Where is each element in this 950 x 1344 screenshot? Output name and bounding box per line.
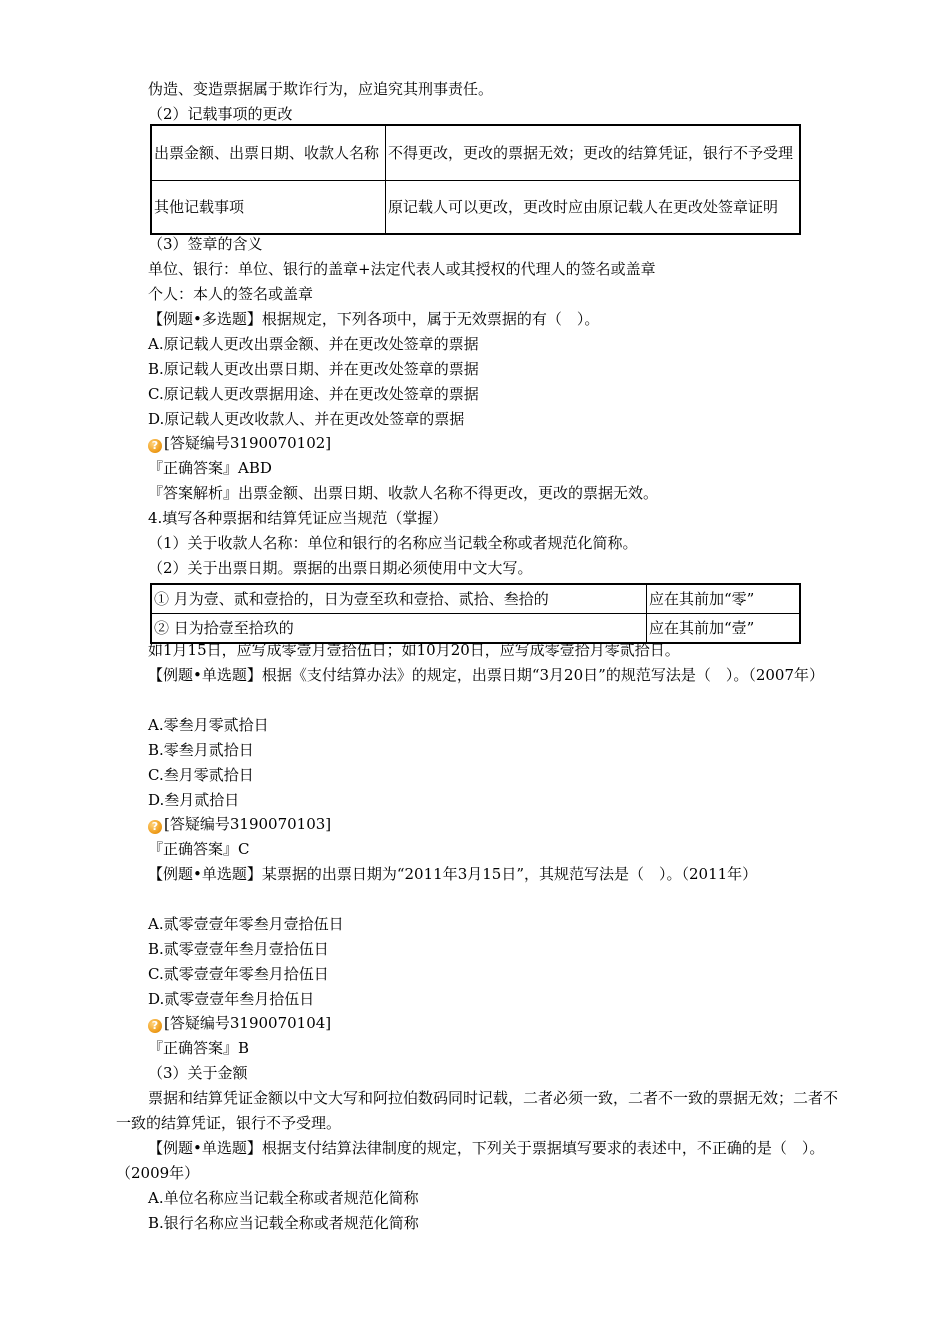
option-c: C.贰零壹壹年零叁月拾伍日 xyxy=(148,965,329,983)
text-line: 个人：本人的签名或盖章 xyxy=(148,285,314,303)
option-b: B.贰零壹壹年叁月壹拾伍日 xyxy=(148,940,329,958)
option-a: A.贰零壹壹年零叁月壹拾伍日 xyxy=(148,915,344,933)
text-line: （2）关于出票日期。票据的出票日期必须使用中文大写。 xyxy=(148,559,533,577)
option-a: A.零叁月零贰拾日 xyxy=(148,716,269,734)
option-a: A.原记载人更改出票金额、并在更改处签章的票据 xyxy=(148,335,479,353)
table-cell: 其他记载事项 xyxy=(151,181,386,235)
table-cell: 应在其前加“壹” xyxy=(647,614,801,644)
section-heading: （2）记载事项的更改 xyxy=(148,105,293,123)
text-line: 伪造、变造票据属于欺诈行为，应追究其刑事责任。 xyxy=(148,80,494,98)
question-stem: 【例题•单选题】根据支付结算法律制度的规定，下列关于票据填写要求的表述中，不正确的是（ ）。（2009年） xyxy=(116,1139,825,1182)
answer-ref-label: [答疑编号3190070104] xyxy=(164,1014,332,1032)
answer-ref-label: [答疑编号3190070102] xyxy=(164,434,332,452)
question-stem: 【例题•单选题】某票据的出票日期为“2011年3月15日”，其规范写法是（ ）。（2011年） xyxy=(148,865,758,883)
text-line: （1）关于收款人名称：单位和银行的名称应当记载全称或者规范化简称。 xyxy=(148,534,638,552)
option-b: B.零叁月贰拾日 xyxy=(148,741,254,759)
answer-ref[interactable] xyxy=(148,433,838,453)
table-row xyxy=(151,614,800,644)
table-row xyxy=(151,125,800,181)
option-a: A.单位名称应当记载全称或者规范化简称 xyxy=(148,1189,419,1207)
question-mark-icon: ? xyxy=(148,820,162,834)
date-rules-table xyxy=(150,583,801,644)
section-heading: （3）签章的含义 xyxy=(148,235,263,253)
question-mark-icon: ? xyxy=(148,1019,162,1033)
answer-ref[interactable] xyxy=(148,814,838,834)
table-cell: 不得更改，更改的票据无效；更改的结算凭证，银行不予受理 xyxy=(386,125,801,181)
option-d: D.原记载人更改收款人、并在更改处签章的票据 xyxy=(148,410,465,428)
paragraph: 票据和结算凭证金额以中文大写和阿拉伯数码同时记载，二者必须一致，二者不一致的票据无效；二者不一致的结算凭证，银行不予受理。 xyxy=(116,1089,839,1132)
correct-answer: 『正确答案』C xyxy=(148,840,250,858)
section-heading: 4.填写各种票据和结算凭证应当规范（掌握） xyxy=(148,509,448,527)
answer-ref[interactable] xyxy=(148,1013,838,1033)
change-rules-table xyxy=(150,124,801,235)
text-line: 如1月15日，应写成零壹月壹拾伍日；如10月20日，应写成零壹拾月零贰拾日。 xyxy=(148,641,680,659)
table-cell: ② 日为拾壹至拾玖的 xyxy=(151,614,647,644)
option-b: B.原记载人更改出票日期、并在更改处签章的票据 xyxy=(148,360,479,378)
question-stem: 【例题•单选题】根据《支付结算办法》的规定，出票日期“3月20日”的规范写法是（ ）。（2007年） xyxy=(148,666,824,684)
option-b: B.银行名称应当记载全称或者规范化简称 xyxy=(148,1214,419,1232)
question-stem: 【例题•多选题】根据规定，下列各项中，属于无效票据的有（ ）。 xyxy=(148,310,600,328)
correct-answer: 『正确答案』B xyxy=(148,1039,250,1057)
answer-ref-label: [答疑编号3190070103] xyxy=(164,815,332,833)
table-cell: 应在其前加“零” xyxy=(647,584,801,614)
text-line: 单位、银行：单位、银行的盖章+法定代表人或其授权的代理人的签名或盖章 xyxy=(148,260,656,278)
table-row xyxy=(151,181,800,235)
table-row xyxy=(151,584,800,614)
option-d: D.贰零壹壹年叁月拾伍日 xyxy=(148,990,315,1008)
table-cell: ① 月为壹、贰和壹拾的，日为壹至玖和壹拾、贰拾、叁拾的 xyxy=(151,584,647,614)
table-cell: 原记载人可以更改，更改时应由原记载人在更改处签章证明 xyxy=(386,181,801,235)
correct-answer: 『正确答案』ABD xyxy=(148,459,272,477)
option-d: D.叁月贰拾日 xyxy=(148,791,240,809)
question-mark-icon: ? xyxy=(148,439,162,453)
option-c: C.叁月零贰拾日 xyxy=(148,766,254,784)
option-c: C.原记载人更改票据用途、并在更改处签章的票据 xyxy=(148,385,479,403)
table-cell: 出票金额、出票日期、收款人名称 xyxy=(151,125,386,181)
answer-explanation: 『答案解析』出票金额、出票日期、收款人名称不得更改，更改的票据无效。 xyxy=(148,484,659,502)
section-heading: （3）关于金额 xyxy=(148,1064,248,1082)
